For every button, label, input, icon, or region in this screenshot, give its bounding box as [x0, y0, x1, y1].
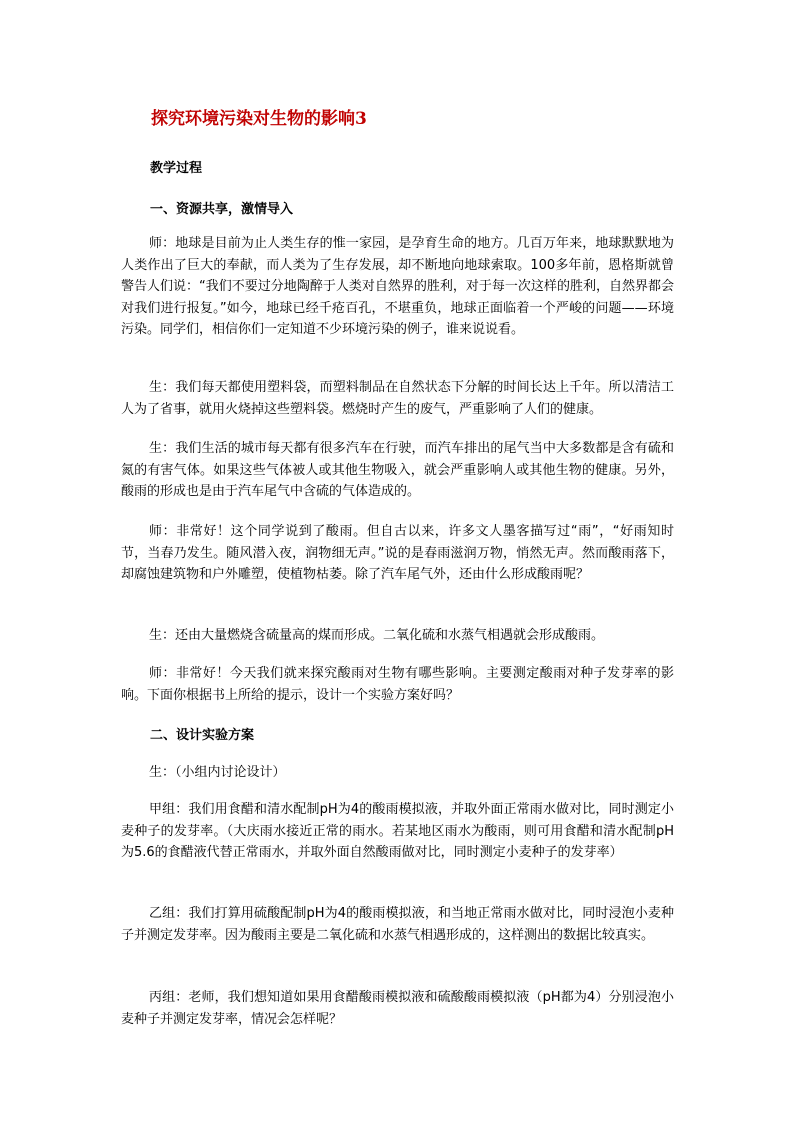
paragraph-4: 师：非常好！这个同学说到了酸雨。但自古以来，许多文人墨客描写过“雨”，“好雨知时节，当春乃发生。随风潜入夜，润物细无声。”说的是春雨滋润万物，悄然无声。然而酸雨落下，却腐蚀建筑物和户外雕塑，使植物枯萎。除了汽车尾气外，还由什么形成酸雨呢？	[121, 524, 674, 582]
section-heading-2: 二、设计实验方案	[150, 728, 255, 743]
paragraph-10: 丙组：老师，我们想知道如果用食醋酸雨模拟液和硫酸酸雨模拟液（pH都为4）分别浸泡小麦种子并测定发芽率，情况会怎样呢？	[121, 990, 674, 1027]
paragraph-6: 师：非常好！今天我们就来探究酸雨对生物有哪些影响。主要测定酸雨对种子发芽率的影响。下面你根据书上所给的提示，设计一个实验方案好吗？	[121, 666, 674, 703]
paragraph-8: 甲组：我们用食醋和清水配制pH为4的酸雨模拟液，并取外面正常雨水做对比，同时测定小麦种子的发芽率。（大庆雨水接近正常的雨水。若某地区雨水为酸雨，则可用食醋和清水配制pH为5.6的食醋液代替正常雨水，并取外面自然酸雨做对比，同时测定小麦种子的发芽率）	[121, 802, 674, 860]
paragraph-1: 师：地球是目前为止人类生存的惟一家园，是孕育生命的地方。几百万年来，地球默默地为人类作出了巨大的奉献，而人类为了生存发展，却不断地向地球索取。100多年前，恩格斯就曾警告人们说：“我们不要过分地陶醉于人类对自然界的胜利，对于每一次这样的胜利，自然界都会对我们进行报复。”如今，地球已经千疮百孔，不堪重负，地球正面临着一个严峻的问题——环境污染。同学们，相信你们一定知道不少环境污染的例子，谁来说说看。	[121, 236, 674, 337]
paragraph-2: 生：我们每天都使用塑料袋，而塑料制品在自然状态下分解的时间长达上千年。所以清洁工人为了省事，就用火烧掉这些塑料袋。燃烧时产生的废气，严重影响了人们的健康。	[121, 380, 674, 417]
paragraph-3: 生：我们生活的城市每天都有很多汽车在行驶，而汽车排出的尾气当中大多数都是含有硫和氮的有害气体。如果这些气体被人或其他生物吸入，就会严重影响人或其他生物的健康。另外，酸雨的形成也是由于汽车尾气中含硫的气体造成的。	[121, 441, 674, 499]
section-heading-teaching: 教学过程	[150, 161, 203, 176]
document-title: 探究环境污染对生物的影响3	[151, 109, 367, 129]
paragraph-5: 生：还由大量燃烧含硫量高的煤而形成。二氧化硫和水蒸气相遇就会形成酸雨。	[149, 628, 605, 643]
paragraph-7: 生：（小组内讨论设计）	[149, 765, 286, 780]
paragraph-9: 乙组：我们打算用硫酸配制pH为4的酸雨模拟液，和当地正常雨水做对比，同时浸泡小麦种子并测定发芽率。因为酸雨主要是二氧化硫和水蒸气相遇形成的，这样测出的数据比较真实。	[121, 906, 674, 943]
section-heading-1: 一、资源共享，激情导入	[150, 202, 294, 217]
